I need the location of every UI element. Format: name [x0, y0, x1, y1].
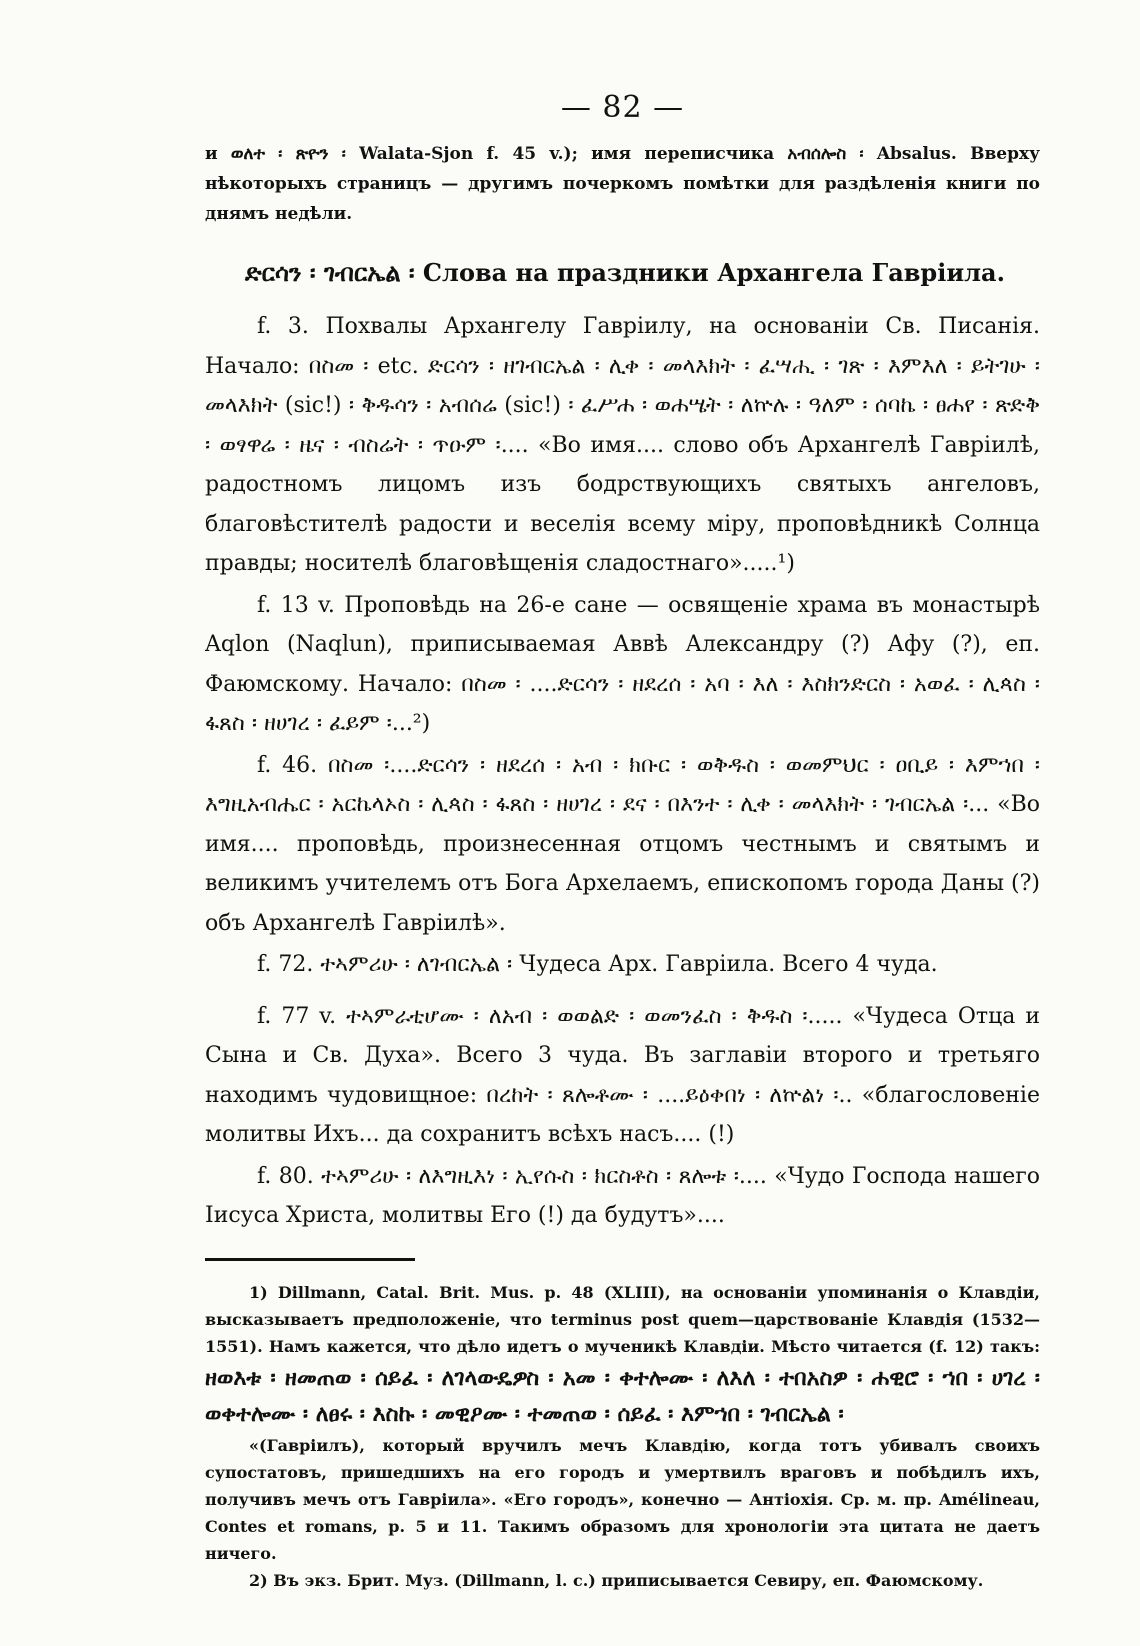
footnote-1	[205, 1279, 1040, 1432]
entry-f46: f. 46. በስመ ፡....ድርሳን ፡ ዘደረሰ ፡ አብ ፡ ክቡር ፡ ወቅዱስ ፡ ወመምህር ፡ ዐቢይ ፡ እምኀበ ፡ እግዚአብሔር ፡ አርኬላኦስ ፡ ሊጳስ ፡ ፋጸስ ፡ ዘሀገረ ፡ ደና ፡ በእንተ ፡ ሊቀ ፡ መላእክት ፡ ገብርኤል ፡... «Во имя.... проповѣдь, произнесенная отцомъ честнымъ и святымъ и великимъ учителемъ отъ Бога Архелаемъ, епископомъ города Даны (?) объ Архангелѣ Гавріилѣ».	[205, 752, 1040, 936]
section-heading: ድርሳን ፡ ገብርኤል ፡ Слова на праздники Архангела Гавріила.	[245, 258, 1005, 287]
entry-f3: f. 3. Похвалы Архангелу Гавріилу, на основаніи Св. Писанія. Начало: በስመ ፡ etc. ድርሳን ፡ ዘገብርኤል ፡ ሊቀ ፡ መላእክት ፡ ፈሣሒ ፡ ገጽ ፡ እምእለ ፡ ይትገሁ ፡ መላእክት (sic!) ፡ ቅዱሳን ፡ አብሰሬ (sic!) ፡ ፈሥሐ ፡ ወሐሤት ፡ ለኵሉ ፡ ዓለም ፡ ሰባኬ ፡ ፀሐየ ፡ ጽድቅ ፡ ወፃዋሬ ፡ ዜና ፡ ብስሬት ፡ ጥዑም ፡.... «Во имя.... слово объ Архангелѣ Гавріилѣ, радостномъ лицомъ изъ бодрствующихъ святыхъ ангеловъ, благовѣстителѣ радости и веселія всему міру, проповѣдникѣ Солнца правды; носителѣ благовѣщенія сладостнаго».....¹)	[205, 314, 1040, 576]
intro-note: и ወለተ ፡ ጽዮን ፡ Walata-Sjon f. 45 v.); имя переписчика አብሰሎስ ፡ Absalus. Вверху нѣкоторыхъ страницъ — другимъ почеркомъ помѣтки для раздѣленія книги по днямъ недѣли.	[205, 144, 1040, 224]
entry-f13v: f. 13 v. Проповѣдь на 26-е сане — освященіе храма въ монастырѣ Aqlon (Naqlun), приписываемая Аввѣ Александру (?) Афу (?), еп. Фаюмскому. Начало: በስመ ፡ ....ድርሳን ፡ ዘደረሰ ፡ አባ ፡ እለ ፡ እስክንድርስ ፡ አወፈ ፡ ሊጳስ ፡ ፋጸስ ፡ ዘሀገረ ፡ ፈይም ፡...²)	[205, 592, 1040, 736]
footnotes	[205, 1279, 1040, 1594]
entry-f77v: f. 77 v. ተኣምራቲሆሙ ፡ ለአብ ፡ ወወልድ ፡ ወመንፈስ ፡ ቅዱስ ፡..... «Чудеса Отца и Сына и Св. Духа». Всего 3 чуда. Въ заглавіи второго и третьяго находимъ чудовищное: በረከት ፡ ጸሎቶሙ ፡ ....ይዕቀበነ ፡ ለኵልነ ፡.. «благословеніе молитвы Ихъ... да сохранитъ всѣхъ насъ.... (!)	[205, 1003, 1040, 1147]
entry-f80: f. 80. ተኣምሪሁ ፡ ለእግዚእነ ፡ ኢየሱስ ፡ ክርስቶስ ፡ ጸሎቱ ፡.... «Чудо Господа нашего Іисуса Христа, молитвы Его (!) да будутъ»....	[205, 1163, 1040, 1228]
body-text	[205, 307, 1040, 1236]
entry-f72: f. 72. ተኣምሪሁ ፡ ለገብርኤል ፡ Чудеса Арх. Гавріила. Всего 4 чуда.	[257, 952, 938, 977]
footnote-divider	[205, 1258, 415, 1261]
footnote-2: 2) Въ экз. Брит. Муз. (Dillmann, l. c.) приписывается Севиру, еп. Фаюмскому.	[249, 1570, 984, 1590]
footnote-1-geez: ዘወእቱ ፡ ዘመጠወ ፡ ሰይፈ ፡ ለገላውዴዎስ ፡ አመ ፡ ቀተሎሙ ፡ ለእለ ፡ ተበአስዎ ፡ ሐዊሮ ፡ ኀበ ፡ ሀገረ ፡ ወቀተሎሙ ፡ ለፀሩ ፡ እስኩ ፡ መዊዖሙ ፡ ተመጠወ ፡ ሰይፈ ፡ እምኀበ ፡ ገብርኤል ፡	[205, 1364, 1040, 1427]
footnote-1-translation: «(Гавріилъ), который вручилъ мечъ Клавдію, когда тотъ убивалъ своихъ супостатовъ, пришедшихъ на его городъ и умертвилъ враговъ и побѣдилъ ихъ, получивъ мечъ отъ Гавріила». «Его городъ», конечно — Антіохія. Ср. м. пр. Amélineau, Contes et romans, p. 5 и 11. Такимъ образомъ для хронологіи эта цитата не даетъ ничего.	[205, 1435, 1040, 1563]
page-number: — 82 —	[560, 90, 685, 125]
footnote-1-text: 1) Dillmann, Catal. Brit. Mus. p. 48 (XLIII), на основаніи упоминанія о Клавдіи, высказываетъ предположеніе, что terminus post quem—царствованіе Клавдія (1532—1551). Намъ кажется, что дѣло идетъ о мученикѣ Клавдіи. Мѣсто читается (f. 12) такъ:	[205, 1282, 1040, 1356]
